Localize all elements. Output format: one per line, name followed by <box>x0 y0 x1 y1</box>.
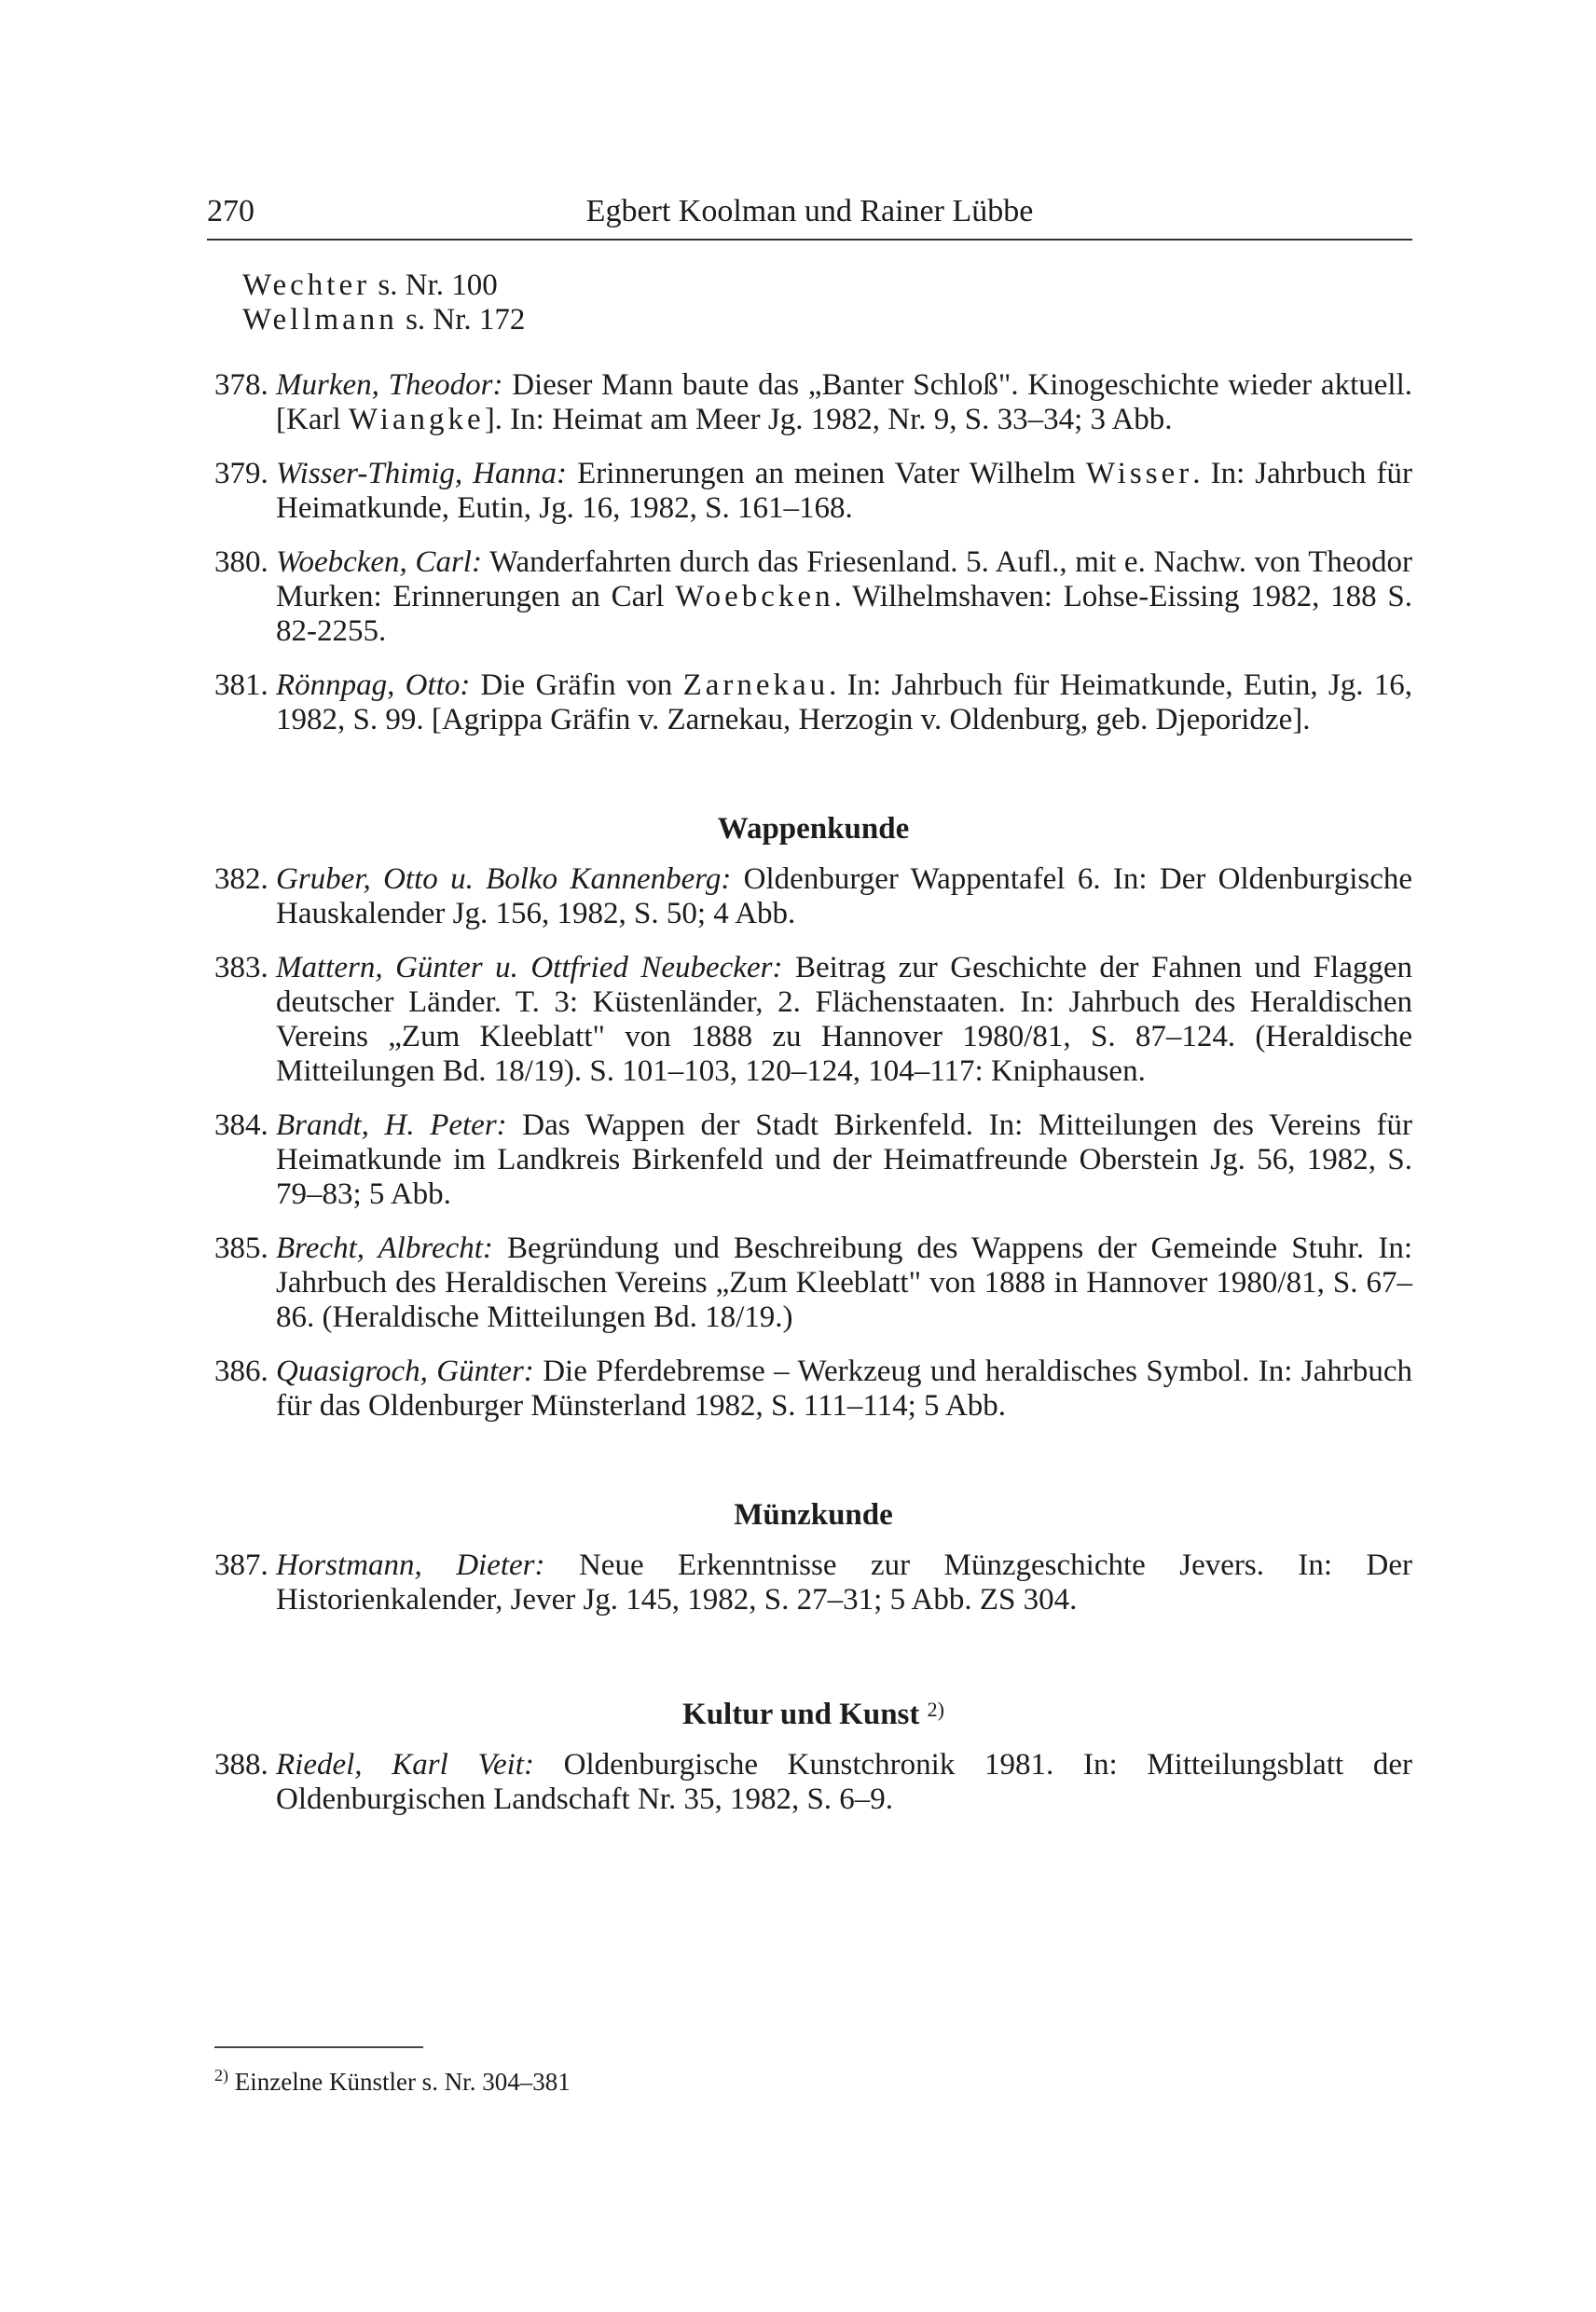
entry-author: Brecht, Albrecht: <box>276 1232 493 1265</box>
crossref-line <box>214 268 1412 303</box>
entry-text: Das Wappen der Stadt Birkenfeld. In: Mitteilungen des Vereins für Heimatkunde im Landkreis Birkenfeld und der Heimatfreunde Oberstein Jg. 56, 1982, S. 79–83; 5 Abb. <box>276 1108 1413 1211</box>
page-content <box>214 268 1412 1817</box>
entry-spaced-name: Wiangke <box>348 403 485 436</box>
entry-number: 381. <box>214 668 268 702</box>
entry-number: 384. <box>214 1108 268 1142</box>
section-heading-kultur <box>214 1692 1412 1732</box>
footnote <box>214 2060 571 2097</box>
entry-number: 388. <box>214 1748 268 1782</box>
entry-spaced-name: Zarnekau <box>682 668 830 702</box>
header-rule <box>207 239 1412 241</box>
section-heading-wappenkunde: Wappenkunde <box>717 812 910 846</box>
crossref-ref: s. Nr. 100 <box>370 268 498 302</box>
bibliography-entry <box>214 951 1412 1089</box>
entry-number: 378. <box>214 368 268 402</box>
page-header <box>207 186 1412 242</box>
running-title: Egbert Koolman und Rainer Lübbe <box>585 194 1034 228</box>
bibliography-entry <box>214 1748 1412 1817</box>
entry-text: Begründung und Beschreibung des Wappens der Gemeinde Stuhr. In: Jahrbuch des Heraldischen Vereins „Zum Kleeblatt" von 1888 in Hannover 1980/81, S. 67–86. (Heraldische Mitteilungen Bd. 18/19.) <box>276 1232 1412 1334</box>
entry-text: Oldenburger Wappentafel 6. In: Der Oldenburgische Hauskalender Jg. 156, 1982, S. 50; 4 Abb. <box>276 862 1413 930</box>
entry-text: Dieser Mann baute das „Banter Schloß". Kinogeschichte wieder aktuell. [Karl <box>276 368 1412 436</box>
section-heading-text: Kultur und Kunst <box>682 1698 920 1731</box>
entry-spaced-name: Wisser <box>1085 457 1193 490</box>
crossref-ref: s. Nr. 172 <box>397 303 526 337</box>
entry-author: Quasigroch, Günter: <box>276 1355 534 1388</box>
entry-number: 382. <box>214 862 268 896</box>
entry-number: 385. <box>214 1232 268 1265</box>
footnote-rule <box>214 2046 423 2048</box>
footnote-mark: 2) <box>927 1698 944 1721</box>
entry-text: Erinnerungen an meinen Vater Wilhelm <box>567 457 1086 490</box>
entry-text: . In: Jahrbuch für Heimatkunde, Eutin, Jg. 16, 1982, S. 161–168. <box>276 457 1412 525</box>
bibliography-entry <box>214 1355 1412 1424</box>
entry-text: Die Pferdebremse – Werkzeug und heraldisches Symbol. In: Jahrbuch für das Oldenburger Münsterland 1982, S. 111–114; 5 Abb. <box>276 1355 1412 1423</box>
crossref-line <box>214 303 1412 337</box>
entry-number: 379. <box>214 457 268 490</box>
entry-text: ]. In: Heimat am Meer Jg. 1982, Nr. 9, S. 33–34; 3 Abb. <box>484 403 1173 436</box>
entry-text: Oldenburgische Kunstchronik 1981. In: Mitteilungsblatt der Oldenburgischen Landschaft Nr. 35, 1982, S. 6–9. <box>276 1748 1412 1816</box>
entry-author: Horstmann, Dieter: <box>276 1548 545 1582</box>
bibliography-entry <box>214 1548 1412 1617</box>
crossref-name: Wechter <box>242 268 371 302</box>
entry-author: Wisser-Thimig, Hanna: <box>276 457 568 490</box>
footnote-text: Einzelne Künstler s. Nr. 304–381 <box>228 2068 571 2096</box>
bibliography-entry <box>214 457 1412 526</box>
entry-text: Die Gräfin von <box>470 668 683 702</box>
entry-text: . Wilhelmshaven: Lohse-Eissing 1982, 188 S. 82-2255. <box>276 580 1412 648</box>
entry-number: 386. <box>214 1355 268 1388</box>
entry-number: 380. <box>214 545 268 579</box>
entry-author: Brandt, H. Peter: <box>276 1108 507 1142</box>
entry-number: 387. <box>214 1548 268 1582</box>
entry-number: 383. <box>214 951 268 984</box>
entry-text: Beitrag zur Geschichte der Fahnen und Flaggen deutscher Länder. T. 3: Küstenländer, 2. Flächenstaaten. In: Jahrbuch des Heraldischen Vereins „Zum Kleeblatt" von 1888 zu Hannover 1980/81, S. 87–124. (Heraldische Mitteilungen Bd. 18/19). S. 101–103, 120–124, 104–117: Kniphausen. <box>276 951 1412 1088</box>
bibliography-entry <box>214 545 1412 649</box>
entry-text: Neue Erkenntnisse zur Münzgeschichte Jevers. In: Der Historienkalender, Jever Jg. 145, 1982, S. 27–31; 5 Abb. ZS 304. <box>276 1548 1412 1617</box>
bibliography-entry <box>214 668 1412 737</box>
entry-author: Woebcken, Carl: <box>276 545 482 579</box>
page-number: 270 <box>207 194 255 228</box>
bibliography-entry <box>214 368 1412 437</box>
entry-author: Rönnpag, Otto: <box>276 668 471 702</box>
entry-author: Riedel, Karl Veit: <box>276 1748 534 1782</box>
footnote-marker: 2) <box>214 2066 228 2085</box>
bibliography-entry <box>214 1232 1412 1335</box>
section-heading-muenzkunde: Münzkunde <box>734 1498 893 1532</box>
entry-text: Wanderfahrten durch das Friesenland. 5. Aufl., mit e. Nachw. von Theodor Murken: Erinnerungen an Carl <box>276 545 1412 613</box>
entry-author: Gruber, Otto u. Bolko Kannenberg: <box>276 862 732 896</box>
entry-author: Mattern, Günter u. Ottfried Neubecker: <box>276 951 783 984</box>
crossref-name: Wellmann <box>242 303 398 337</box>
entry-text: . In: Jahrbuch für Heimatkunde, Eutin, Jg. 16, 1982, S. 99. [Agrippa Gräfin v. Zarnekau, Herzogin v. Oldenburg, geb. Djeporidze]. <box>276 668 1412 736</box>
entry-spaced-name: Woebcken <box>675 580 834 613</box>
entry-author: Murken, Theodor: <box>276 368 503 402</box>
bibliography-entry <box>214 862 1412 931</box>
bibliography-entry <box>214 1108 1412 1212</box>
